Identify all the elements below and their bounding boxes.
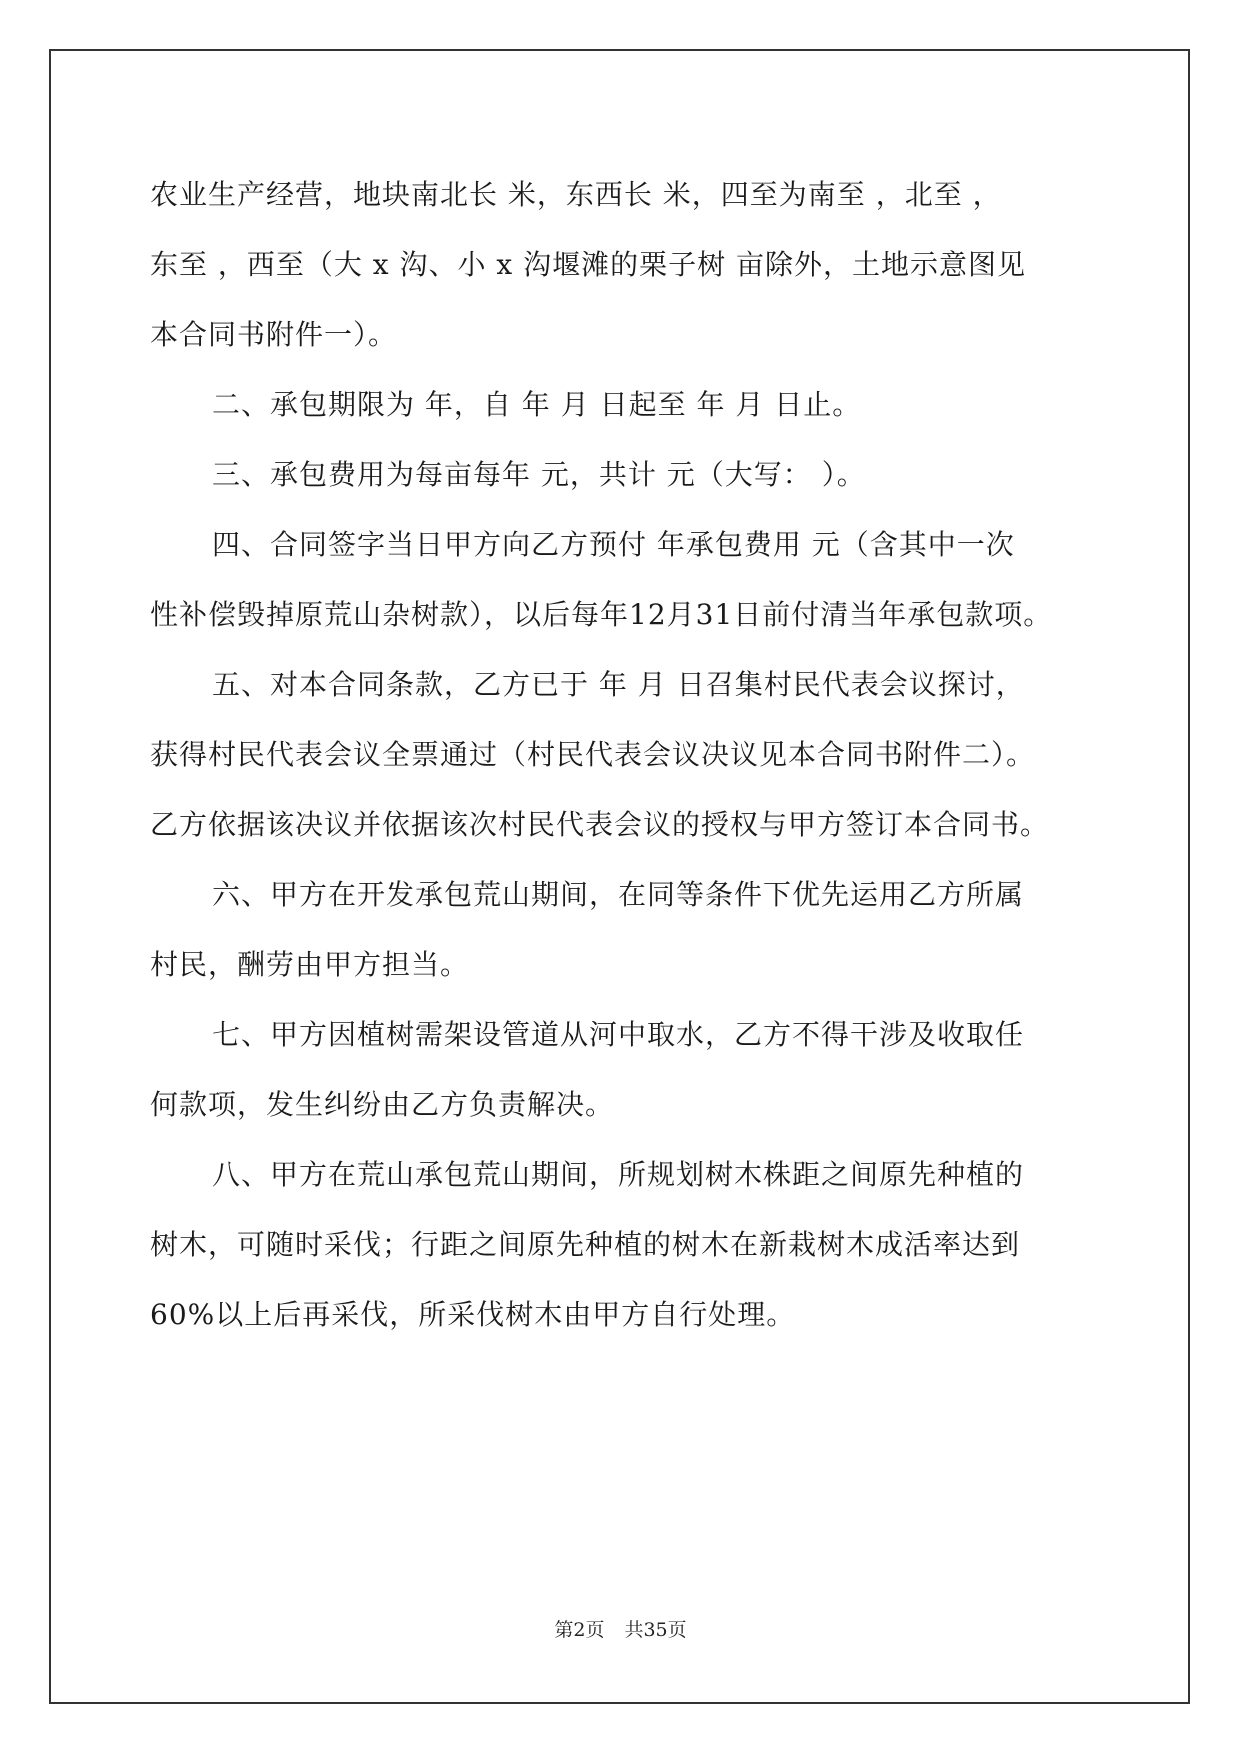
clause-5: 五、对本合同条款，乙方已于 年 月 日召集村民代表会议探讨， (212, 668, 1025, 701)
text-line: 性补偿毁掉原荒山杂树款），以后每年12月31日前付清当年承包款项。 (150, 598, 1053, 631)
text-line: 本合同书附件一）。 (150, 318, 398, 351)
document-body (150, 160, 1090, 1350)
text-line: 东至 ，西至（大 x 沟、小 x 沟堰滩的栗子树 亩除外，土地示意图见 (150, 248, 1026, 281)
clause-2: 二、承包期限为 年，自 年 月 日起至 年 月 日止。 (212, 388, 862, 421)
clause-3: 三、承包费用为每亩每年 元，共计 元（大写： ）。 (212, 458, 866, 491)
page-footer (0, 1615, 1241, 1642)
text-line: 何款项，发生纠纷由乙方负责解决。 (150, 1088, 615, 1121)
text-line: 60%以上后再采伐，所采伐树木由甲方自行处理。 (150, 1298, 796, 1331)
clause-6: 六、甲方在开发承包荒山期间，在同等条件下优先运用乙方所属 (212, 878, 1025, 911)
clause-4: 四、合同签字当日甲方向乙方预付 年承包费用 元（含其中一次 (212, 528, 1015, 561)
clause-8: 八、甲方在荒山承包荒山期间，所规划树木株距之间原先种植的 (212, 1158, 1025, 1191)
page-number: 第2页 (554, 1619, 605, 1641)
text-line: 获得村民代表会议全票通过（村民代表会议决议见本合同书附件二）。 (150, 738, 1036, 771)
text-line: 树木，可随时采伐；行距之间原先种植的树木在新栽树木成活率达到 (150, 1228, 1021, 1261)
text-line: 乙方依据该决议并依据该次村民代表会议的授权与甲方签订本合同书。 (150, 808, 1050, 841)
text-line: 村民，酬劳由甲方担当。 (150, 948, 470, 981)
page-total: 共35页 (624, 1619, 687, 1641)
text-line: 农业生产经营，地块南北长 米，东西长 米，四至为南至 ，北至 ， (150, 178, 1002, 211)
clause-7: 七、甲方因植树需架设管道从河中取水，乙方不得干涉及收取任 (212, 1018, 1025, 1051)
